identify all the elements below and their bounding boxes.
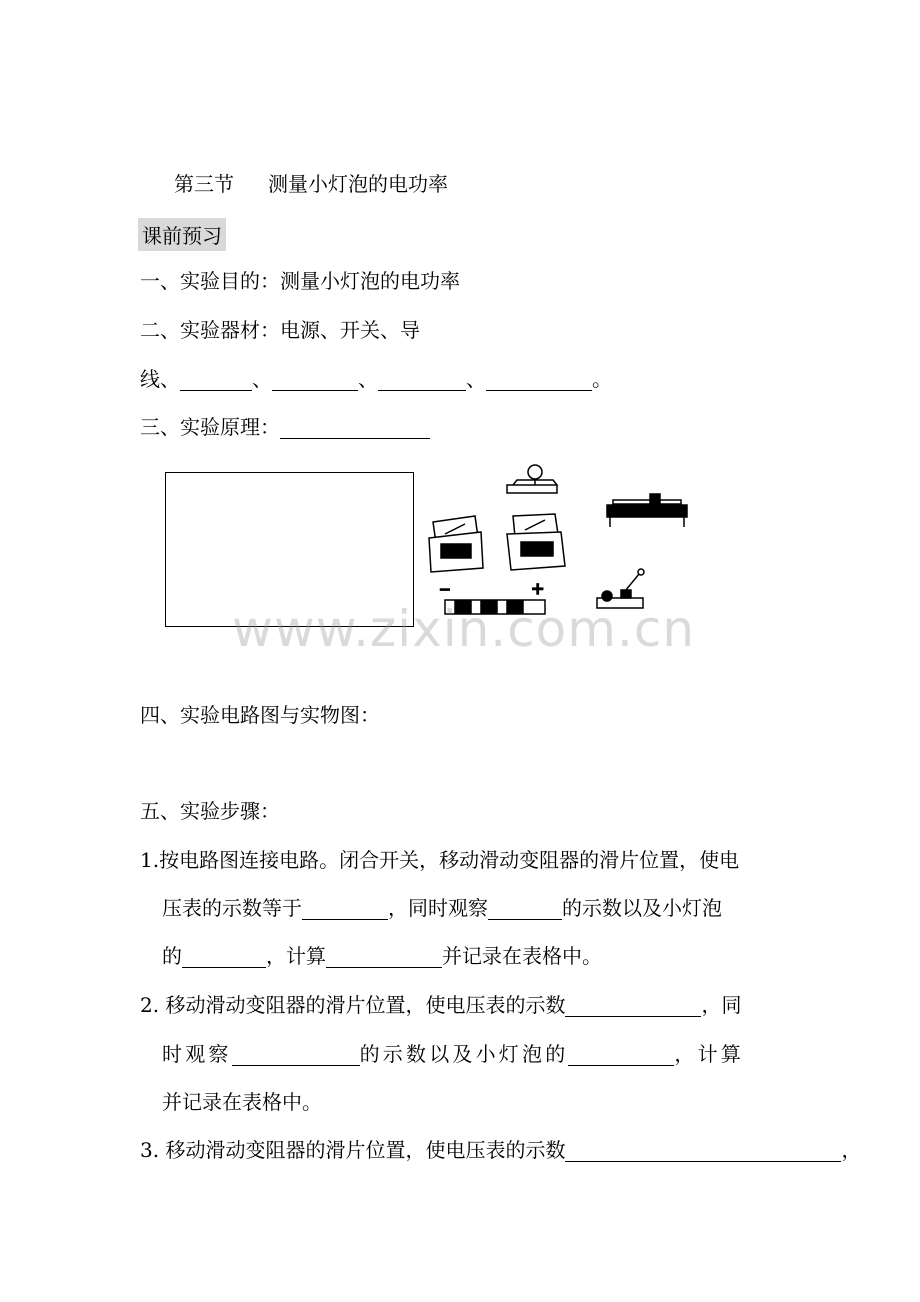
principle-line: 三、实验原理： — [140, 415, 430, 439]
blank-input[interactable] — [180, 370, 252, 391]
equipment-blanks-line: 线、 、 、 、 。 — [140, 367, 612, 391]
rheostat-icon — [607, 494, 687, 527]
blank-input[interactable] — [232, 1045, 360, 1066]
step2-line3: 并记录在表格中。 — [162, 1090, 322, 1114]
blank-input[interactable] — [488, 899, 562, 920]
purpose-line: 一、实验目的：测量小灯泡的电功率 — [140, 269, 460, 293]
section-title — [174, 168, 448, 197]
blank-input[interactable] — [378, 370, 466, 391]
blank-input[interactable] — [486, 370, 592, 391]
blank-input[interactable] — [565, 996, 701, 1017]
svg-text:−: − — [439, 582, 451, 598]
blank-input[interactable] — [272, 370, 358, 391]
steps-line: 五、实验步骤： — [140, 799, 280, 823]
svg-text:+: + — [531, 579, 545, 598]
step1-line3: 的 ，计算 并记录在表格中。 — [162, 944, 602, 968]
blank-input[interactable] — [182, 947, 266, 968]
watermark: www.zixin.com.cn — [232, 600, 696, 658]
blank-input[interactable] — [302, 899, 388, 920]
step2-line2: 时观察 的示数以及小灯泡的 ，计算 — [162, 1042, 745, 1066]
blank-input[interactable] — [280, 418, 430, 439]
voltmeter-icon — [507, 514, 565, 570]
circuit-line: 四、实验电路图与实物图： — [140, 703, 380, 727]
equipment-line: 二、实验器材：电源、开关、导 — [140, 318, 420, 342]
step3-line1: 3. 移动滑动变阻器的滑片位置，使电压表的示数 ， — [140, 1138, 862, 1162]
blank-input[interactable] — [565, 1141, 841, 1162]
section-number: 第三节 — [174, 172, 234, 196]
blank-input[interactable] — [568, 1045, 674, 1066]
blank-input[interactable] — [326, 947, 442, 968]
section-topic: 测量小灯泡的电功率 — [268, 172, 448, 196]
step1-line1: 1.按电路图连接电路。闭合开关，移动滑动变阻器的滑片位置，使电 — [140, 848, 740, 872]
step2-line1: 2. 移动滑动变阻器的滑片位置，使电压表的示数 ，同 — [140, 993, 742, 1017]
lamp-icon — [507, 465, 557, 493]
preview-badge: 课前预习 — [138, 218, 226, 251]
step1-line2: 压表的示数等于 ，同时观察 的示数以及小灯泡 — [162, 896, 722, 920]
ammeter-icon — [429, 516, 483, 572]
